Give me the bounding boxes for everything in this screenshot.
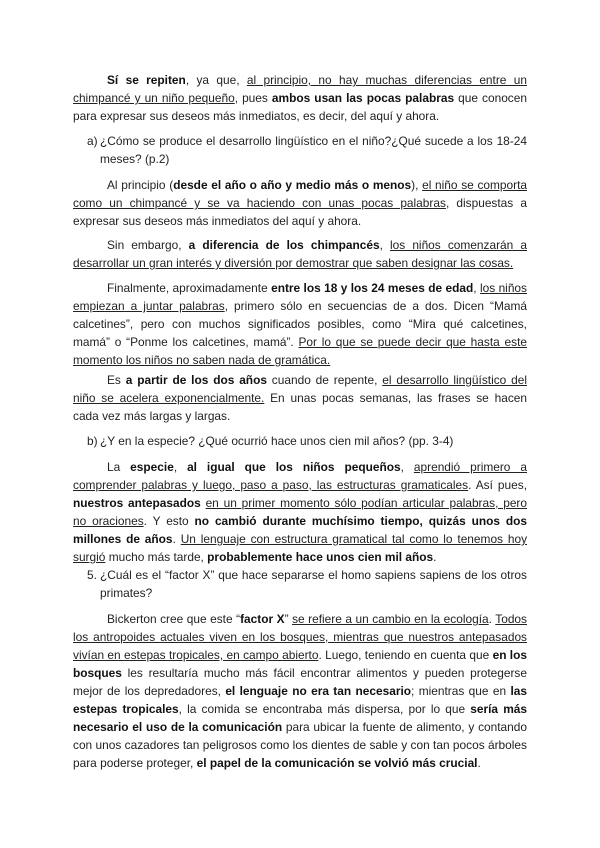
question-5-label: 5. — [87, 568, 97, 582]
question-b — [87, 432, 527, 450]
question-b-label: b) — [87, 434, 98, 448]
paragraph-3: Sin embargo, a diferencia de los chimpancés, los niños comenzarán a desarrollar un gran interés y diversión por demostrar que saben designar las cosas. — [73, 238, 527, 270]
question-5-text: ¿Cuál es el “factor X” que hace separarse el homo sapiens sapiens de los otros primates? — [100, 568, 527, 600]
paragraph-4: Finalmente, aproximadamente entre los 18 y los 24 meses de edad, los niños empiezan a juntar palabras, primero sólo en secuencias de a dos. Dicen “Mamá calcetines”, pero con muchos significados posibles, como “Mira qué calcetines, mamá” o “Ponme los calcetines, mamá”. Por lo que se puede decir que hasta este momento los niños no saben nada de gramática. — [73, 281, 528, 367]
paragraph-2: Al principio (desde el año o año y medio más o menos), el niño se comporta como un chimpancé y se va haciendo con unas pocas palabras, dispuestas a expresar sus deseos más inmediatos del aquí y ahora. — [73, 178, 528, 228]
paragraph-7: Bickerton cree que este “factor X” se refiere a un cambio en la ecología. Todos los antropoides actuales viven en los bosques, mientras que nuestros antepasados vivían en estepas tropicales, en campo abierto. Luego, teniendo en cuenta que en los bosques les resultaría mucho más fácil encontrar alimentos y pueden protegerse mejor de los depredadores, el lenguaje no era tan necesario; mientras que en las estepas tropicales, la comida se encontraba más dispersa, por lo que sería más necesario el uso de la comunicación para ubicar la fuente de alimento, y contando con unos cazadores tan peligrosos como los dientes de sable y con tan pocos árboles para poderse proteger, el papel de la comunicación se volvió más crucial. — [73, 612, 528, 770]
question-a-text: ¿Cómo se produce el desarrollo lingüístico en el niño?¿Qué sucede a los 18-24 meses? (p.2) — [100, 134, 527, 166]
question-a — [87, 132, 527, 168]
question-5 — [87, 566, 527, 602]
paragraph-1: Sí se repiten, ya que, al principio, no hay muchas diferencias entre un chimpancé y un niño pequeño, pues ambos usan las pocas palabras que conocen para expresar sus deseos más inmediatos, es decir, del aquí y ahora. — [73, 73, 527, 123]
question-b-text: ¿Y en la especie? ¿Qué ocurrió hace unos cien mil años? (pp. 3-4) — [100, 434, 454, 448]
paragraph-6: La especie, al igual que los niños pequeños, aprendió primero a comprender palabras y luego, paso a paso, las estructuras gramaticales. Así pues, nuestros antepasados en un primer momento sólo podían articular palabras, pero no oraciones. Y esto no cambió durante muchísimo tiempo, quizás unos dos millones de años. Un lenguaje con estructura gramatical tal como lo tenemos hoy surgió mucho más tarde, probablemente hace unos cien mil años. — [73, 460, 528, 564]
question-a-label: a) — [87, 134, 98, 148]
paragraph-5: Es a partir de los dos años cuando de repente, el desarrollo lingüístico del niño se acelera exponencialmente. En unas pocas semanas, las frases se hacen cada vez más largas y largas. — [73, 373, 527, 423]
